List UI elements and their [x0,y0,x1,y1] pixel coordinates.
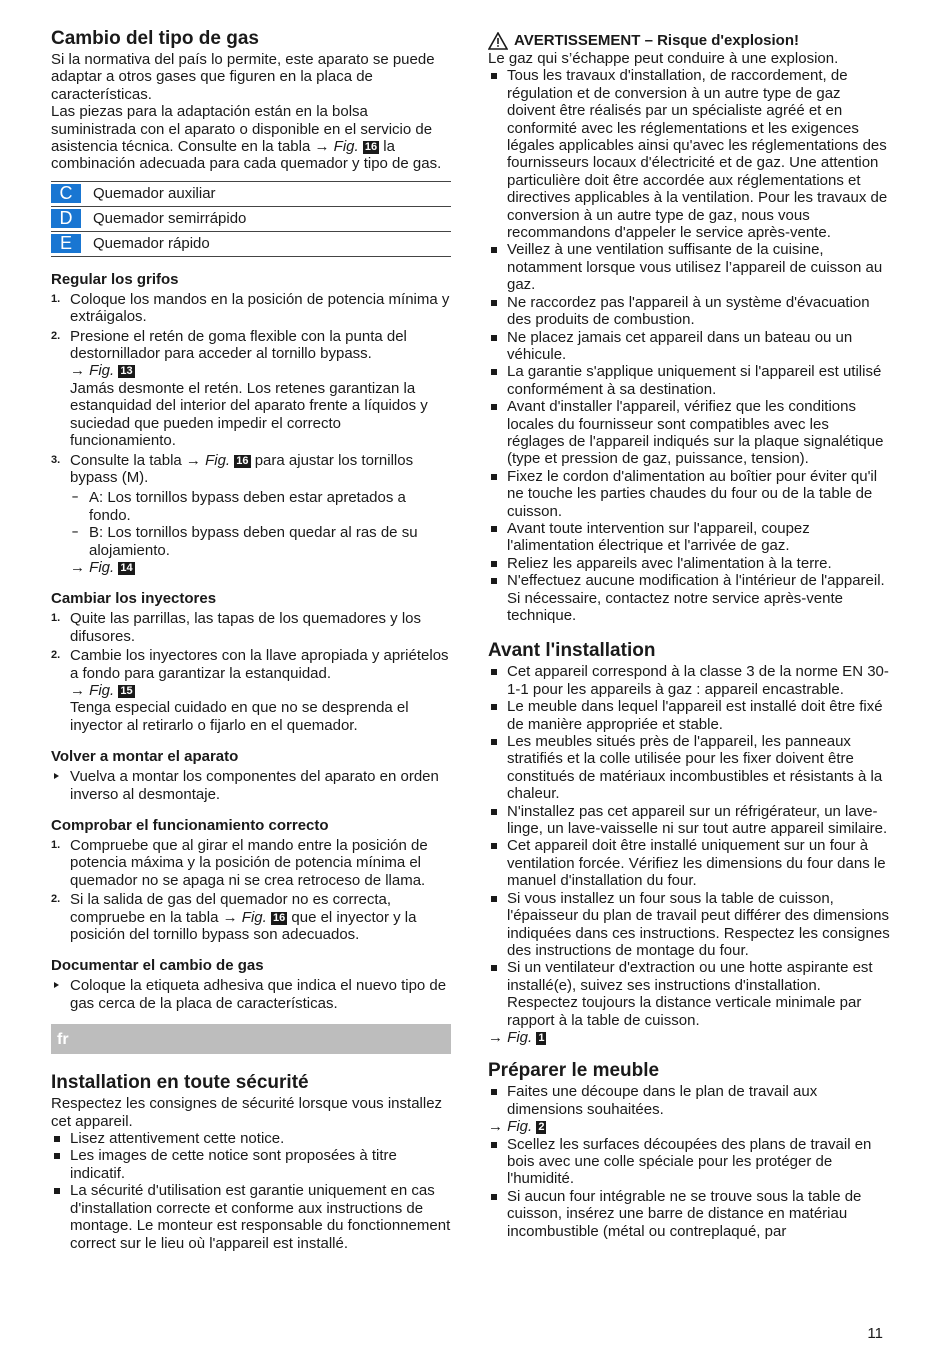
legend-label: Quemador semirrápido [93,210,247,228]
figure-number-badge: 13 [120,365,133,378]
figure-number-badge: 16 [236,454,249,467]
list-item: – B: Los tornillos bypass deben quedar al ras de su alojamiento. [70,524,451,559]
subsection-title-document: Documentar el cambio de gas [51,957,264,975]
list-item: Scellez les surfaces découpées des plans de travail en bois avec une colle spéciale pour les protéger de l'humidité. [488,1136,890,1188]
legend-label: Quemador auxiliar [93,185,216,203]
warning-list [488,67,890,624]
list-item: Le meuble dans lequel l'appareil est installé doit être fixé de manière appropriée et stable. [488,698,890,733]
legend-label: Quemador rápido [93,235,210,253]
list-item: Les images de cette notice sont proposées à titre indicatif. [51,1147,451,1182]
list-item: Ne placez jamais cet appareil dans un bateau ou un véhicule. [488,329,890,364]
list-item: 1. Quite las parrillas, las tapas de los quemadores y los difusores. [51,610,451,645]
figure-number-badge: 15 [120,684,133,697]
list-item: 2. Cambie los inyectores con la llave apropiada y apriételos a fondo para garantizar la estanquidad. → Fig. 15 Tenga especial cuidado en que no se desprenda el inyector al retirarlo o fijarlo en el quemador. [51,647,451,734]
prepare-list [488,1083,890,1118]
list-item: Tous les travaux d'installation, de raccordement, de régulation et de conversion à un autre type de gaz doivent être réalisés par un spécialiste agréé et en conformité avec les réglementations et les exigences légales applicables ainsi qu'avec les réglementations des fournisseurs locaux d'électricité et de gaz. Une attention particulière doit être accordée aux réglementations et directives applicables à la ventilation. Pour les travaux de conversion à un autre type de gaz, nous vous recommandons d'appeler le service après-vente. [488,67,890,241]
bypass-options-list [70,489,451,559]
list-item: Cet appareil doit être installé uniquement sur un four à ventilation forcée. Vérifiez les dimensions du four dans le manuel d'installation du four. [488,837,890,889]
figure-reference: → Fig. 1 [488,1028,545,1046]
document-steps-list [51,977,451,1012]
legend-row [51,182,451,207]
list-item: Cet appareil correspond à la classe 3 de la norme EN 30-1-1 pour les appareils à gaz : appareil encastrable. [488,663,890,698]
figure-reference: → Fig. 2 [488,1118,545,1136]
figure-number-badge: 16 [364,141,378,154]
list-item: Si un ventilateur d'extraction ou une hotte aspirante est installé(e), suivez ses instructions d'installation. Respectez toujours la distance verticale minimale par rapport à la table de cuisson. [488,959,890,1029]
subsection-title-taps: Regular los grifos [51,270,179,288]
taps-steps-list [51,291,451,577]
list-item: N'effectuez aucune modification à l'intérieur de l'appareil. Si nécessaire, contactez notre service après-vente technique. [488,572,890,624]
legend-row [51,232,451,257]
left-column [51,28,451,1252]
list-item: Les meubles situés près de l'appareil, les panneaux stratifiés et la colle utilisée pour les fixer doivent être constitués de matériaux incombustibles et résistants à la chaleur. [488,733,890,803]
figure-number-badge: 16 [272,911,286,924]
legend-letter-badge: D [51,209,81,228]
list-item: Avant d'installer l'appareil, vérifiez que les conditions locales du fournisseur sont compatibles avec les réglages de l'appareil indiqués sur la plaque signalétique (type et pression de gaz, puissance, tension). [488,398,890,468]
list-item: Ne raccordez pas l'appareil à un système d'évacuation des produits de combustion. [488,294,890,329]
list-item: N'installez pas cet appareil sur un réfrigérateur, un lave-linge, un lave-vaisselle ni sur tout autre appareil similaire. [488,803,890,838]
intro-paragraph: Si la normativa del país lo permite, este aparato se puede adaptar a otros gases que figuren en la placa de características. [51,51,435,103]
section-title-prepare-furniture: Préparer le meuble [488,1060,660,1082]
section-title-before-installation: Avant l'installation [488,640,656,662]
list-item: Faites une découpe dans le plan de travail aux dimensions souhaitées. [488,1083,890,1118]
list-item: Reliez les appareils avec l'alimentation à la terre. [488,555,890,572]
list-item: La garantie s'applique uniquement si l'appareil est utilisé conformément à sa destination. [488,363,890,398]
injectors-steps-list [51,610,451,734]
list-item: Lisez attentivement cette notice. [51,1130,451,1147]
prepare-list-continued [488,1136,890,1240]
list-item: Coloque la etiqueta adhesiva que indica el nuevo tipo de gas cerca de la placa de características. [51,977,451,1012]
subsection-title-injectors: Cambiar los inyectores [51,590,217,608]
intro-paragraph-2: Las piezas para la adaptación están en la bolsa suministrada con el aparato o disponible en el servicio de asistencia técnica. Consulte en la tabla → Fig. 16 la combinación adecuada para cada quemador y tipo de gas. [51,103,442,173]
legend-row [51,207,451,232]
before-installation-list [488,663,890,1029]
section-title-safe-installation: Installation en toute sécurité [51,1072,309,1094]
subsection-title-reassemble: Volver a montar el aparato [51,748,239,766]
legend-letter-badge: E [51,234,81,253]
subsection-title-check: Comprobar el funcionamiento correcto [51,817,329,834]
list-item: 2. Presione el retén de goma flexible con la punta del destornillador para acceder al tornillo bypass. → Fig. 13 Jamás desmonte el retén. Los retenes garantizan la estanquidad del interior del aparato frente a líquidos y suciedad que pueden impedir el correcto funcionamiento. [51,328,451,450]
burner-legend [51,181,451,257]
list-item: 1. Compruebe que al girar el mando entre la posición de potencia máxima y la posición de potencia mínima el quemador no se apaga ni se crea retroceso de llama. [51,837,451,889]
list-item: Si vous installez un four sous la table de cuisson, l'épaisseur du plan de travail peut différer des dimensions indiquées dans ces instructions. Respectez les consignes des instructions de montage du four. [488,890,890,960]
check-steps-list [51,837,451,943]
list-item: 3. Consulte la tabla → Fig. 16 para ajustar los tornillos bypass (M). – A: Los tornillos bypass deben estar apretados a fondo. – B: Los tornillos bypass deben quedar al ras de su alojamiento. → Fig. 14 [51,452,451,577]
figure-number-badge: 2 [538,1121,545,1134]
legend-letter-badge: C [51,184,81,203]
safety-intro: Respectez les consignes de sécurité lorsque vous installez cet appareil. [51,1095,443,1130]
warning-triangle-icon [488,32,508,50]
page-number: 11 [867,1325,883,1342]
reassemble-steps-list [51,768,451,803]
list-item: Veillez à une ventilation suffisante de la cuisine, notamment lorsque vous utilisez l’appareil de cuisson au gaz. [488,241,890,293]
list-item: La sécurité d'utilisation est garantie uniquement en cas d'installation correcte et conforme aux instructions de montage. Le monteur est responsable du fonctionnement correct sur le lieu où l'appareil est installé. [51,1182,451,1252]
section-title-gas-change: Cambio del tipo de gas [51,28,259,49]
right-column [488,28,890,1240]
list-item: – A: Los tornillos bypass deben estar apretados a fondo. [70,489,451,524]
figure-number-badge: 1 [538,1031,545,1044]
list-item: Avant toute intervention sur l'appareil, coupez l'alimentation électrique et l'arrivée de gaz. [488,520,890,555]
list-item: Vuelva a montar los componentes del aparato en orden inverso al desmontaje. [51,768,451,803]
list-item: 1. Coloque los mandos en la posición de potencia mínima y extráigalos. [51,291,451,326]
figure-number-badge: 14 [120,561,133,574]
language-bar-fr: fr [51,1024,451,1054]
list-item: Si aucun four intégrable ne se trouve sous la table de cuisson, insérez une barre de distance en matériau incombustible (métal ou contreplaqué, par [488,1188,890,1240]
list-item: Fixez le cordon d'alimentation au boîtier pour éviter qu'il ne touche les parties chaudes du four ou de la table de cuisson. [488,468,890,520]
warning-text: Le gaz qui s’échappe peut conduire à une explosion. [488,50,839,67]
warning-heading [488,32,890,50]
warning-title: AVERTISSEMENT – Risque d'explosion! [514,32,799,50]
safety-list [51,1130,451,1252]
list-item: 2. Si la salida de gas del quemador no es correcta, compruebe en la tabla → Fig. 16 que el inyector y la posición del tornillo bypass son adecuados. [51,891,451,943]
